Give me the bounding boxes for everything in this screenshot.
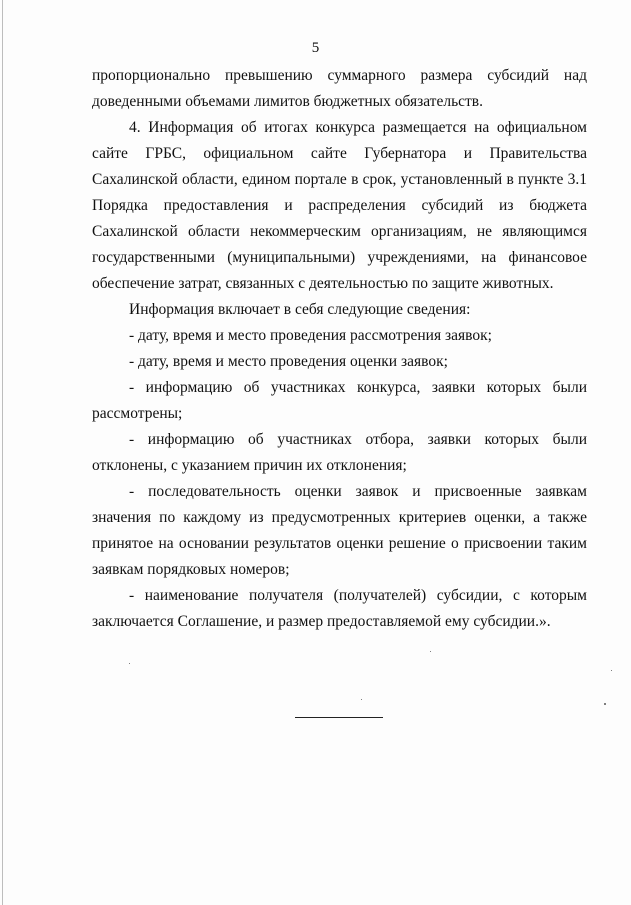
paragraph-continuation: пропорционально превышению суммарного размера субсидий над доведенными объемами лимитов бюджетных обязательств. [92,67,587,110]
list-item-evaluation-sequence: - последовательность оценки заявок и присвоенные заявкам значения по каждому из предусмотренных критериев оценки, а также принятое на основании результатов оценки решение о присвоении таким заявкам порядковых номеров; [92,483,587,578]
paragraph-item-4: 4. Информация об итогах конкурса размещается на официальном сайте ГРБС, официальном сайте Губернатора и Правительства Сахалинской области, едином портале в срок, установленный в пункте 3.1 Порядка предоставления и распределения субсидий из бюджета Сахалинской области некоммерческим организациям, не являющимся государственными (муниципальными) учреждениями, на финансовое обеспечение затрат, связанных с деятельностью по защите животных. [92,119,587,292]
list-item-rejected-participants: - информацию об участниках отбора, заявки которых были отклонены, с указанием причин их отклонения; [92,431,587,474]
scan-speck [430,651,431,652]
scan-speck [129,663,130,664]
scan-edge-line [2,0,3,905]
list-item-evaluation-date: - дату, время и место проведения оценки заявок; [129,353,448,370]
paragraph-info-intro: Информация включает в себя следующие сведения: [129,301,471,318]
scan-speck [604,703,606,705]
closing-divider-line [295,717,383,718]
page-number: 5 [311,40,320,56]
list-item-recipient-name: - наименование получателя (получателей) субсидии, с которым заключается Соглашение, и размер предоставляемой ему субсидии.». [92,587,587,630]
list-item-review-date: - дату, время и место проведения рассмотрения заявок; [129,327,492,344]
list-item-reviewed-participants: - информацию об участниках конкурса, заявки которых были рассмотрены; [92,379,587,422]
scan-speck [361,699,362,700]
scan-speck [611,670,612,671]
body-text [92,63,587,635]
